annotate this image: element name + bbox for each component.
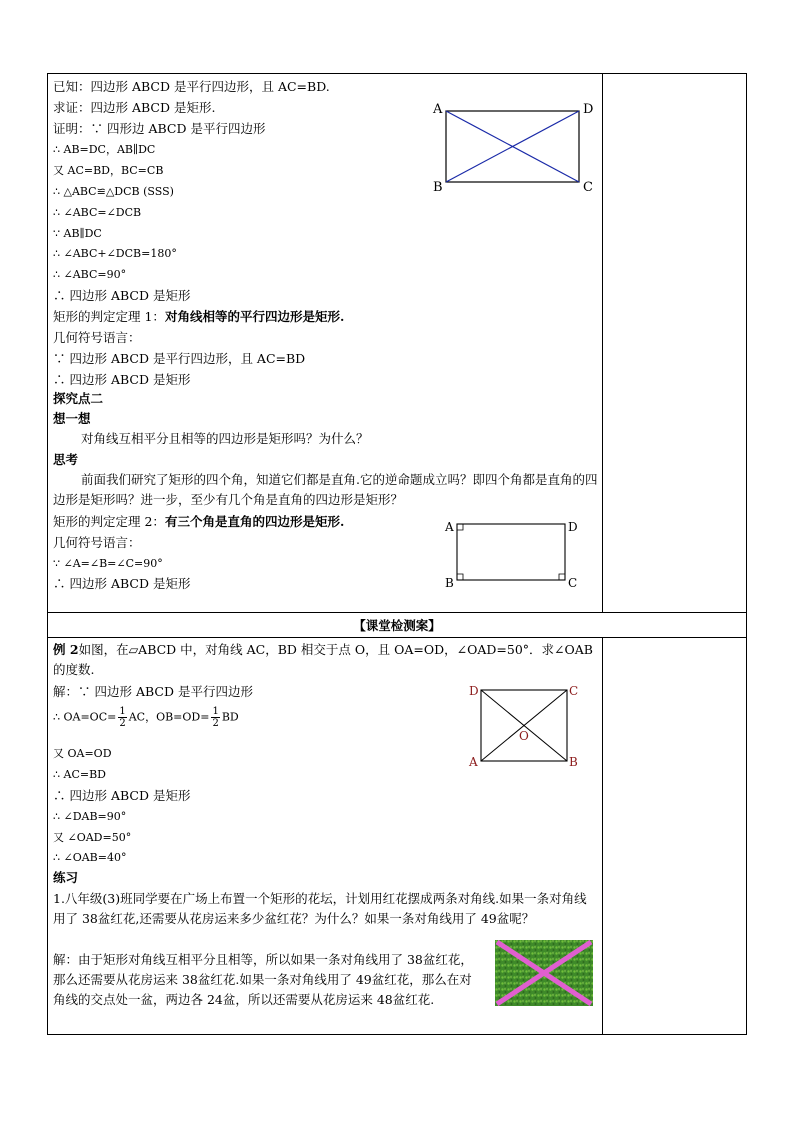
text-line: 又 ∠OAD=50° bbox=[53, 831, 132, 844]
text-line: ∴ ∠DAB=90° bbox=[53, 810, 127, 823]
text-line: 又 AC=BD，BC=CB bbox=[53, 164, 164, 177]
vertex-label-a: A bbox=[433, 102, 443, 117]
vertex-label-d: D bbox=[583, 102, 594, 117]
equation-part: AC，OB=OD= bbox=[128, 710, 210, 724]
vertex-label-c: C bbox=[583, 180, 593, 193]
section-heading: 想一想 bbox=[53, 411, 91, 426]
equation-part: BD bbox=[221, 710, 239, 724]
text-line: ∵ AB∥DC bbox=[53, 227, 102, 240]
center-label-o: O bbox=[519, 729, 529, 743]
theorem-1-label: 矩形的判定定理 1： bbox=[53, 309, 165, 324]
text-line: ∵ ∠A=∠B=∠C=90° bbox=[53, 557, 163, 570]
section-heading: 思考 bbox=[53, 452, 79, 467]
text-line: ∴ AC=BD bbox=[53, 768, 106, 781]
text-line: ∴ 四边形 ABCD 是矩形 bbox=[53, 372, 191, 387]
question-text: 对角线互相平分且相等的四边形是矩形吗？为什么？ bbox=[81, 431, 369, 446]
rectangle-right-angles-figure bbox=[444, 514, 584, 590]
worksheet-table bbox=[47, 73, 747, 1035]
vertex-label-b: B bbox=[445, 576, 454, 590]
equation-line bbox=[53, 706, 239, 729]
fraction-numerator: 1 bbox=[119, 706, 126, 717]
vertex-label-b: B bbox=[433, 180, 443, 193]
example-2 bbox=[53, 640, 598, 680]
vertex-label-d: D bbox=[568, 520, 578, 534]
vertex-label-a: A bbox=[445, 520, 454, 534]
equation-part: ∴ OA=OC= bbox=[53, 710, 117, 724]
theorem-1-statement: 对角线相等的平行四边形是矩形. bbox=[164, 309, 345, 324]
text-line: 求证：四边形 ABCD 是矩形. bbox=[53, 100, 216, 115]
section-heading: 探究点二 bbox=[53, 391, 104, 406]
text-line: ∴ ∠ABC=90° bbox=[53, 268, 127, 281]
fraction-numerator: 1 bbox=[212, 706, 219, 717]
example-text: 如图，在▱ABCD 中，对角线 AC，BD 相交于点 O，且 OA=OD，∠OAD=50°．求∠OAB 的度数. bbox=[53, 642, 593, 677]
text-line: ∴ ∠ABC+∠DCB=180° bbox=[53, 247, 177, 260]
text-line: ∴ ∠ABC=∠DCB bbox=[53, 206, 142, 219]
rectangle-diagonals-figure bbox=[432, 101, 602, 193]
section-heading: 练习 bbox=[53, 870, 79, 885]
theorem-2-label: 矩形的判定定理 2： bbox=[53, 514, 165, 529]
column-divider bbox=[602, 73, 603, 612]
text-line: ∴ 四边形 ABCD 是矩形 bbox=[53, 576, 191, 591]
flower-bed-image bbox=[495, 940, 593, 1006]
vertex-label-a: A bbox=[469, 755, 478, 769]
fraction-denominator: 2 bbox=[212, 718, 219, 729]
vertex-label-c: C bbox=[569, 684, 579, 698]
text-line: ∴ ∠OAB=40° bbox=[53, 851, 127, 864]
row-divider bbox=[47, 637, 747, 638]
text-line: ∵ 四边形 ABCD 是平行四边形，且 AC=BD bbox=[53, 351, 306, 366]
column-divider bbox=[602, 637, 603, 1035]
section-header: 【课堂检测案】 bbox=[353, 618, 441, 633]
text-line: 解：∵ 四边形 ABCD 是平行四边形 bbox=[53, 684, 253, 699]
exercise-question: 1.八年级(3)班同学要在广场上布置一个矩形的花坛，计划用红花摆成两条对角线.如果一条对角线用了 38盆红花,还需要从花房运来多少盆红花？为什么？如果一条对角线用了 49盆呢？ bbox=[53, 891, 587, 926]
vertex-label-b: B bbox=[569, 755, 578, 769]
text-line: 又 OA=OD bbox=[53, 747, 112, 760]
vertex-label-d: D bbox=[469, 684, 479, 698]
row-divider bbox=[47, 612, 747, 613]
paragraph: 前面我们研究了矩形的四个角，知道它们都是直角.它的逆命题成立吗？即四个角都是直角的四边形是矩形吗？进一步，至少有几个角是直角的四边形是矩形？ bbox=[53, 472, 598, 507]
theorem-1 bbox=[53, 308, 344, 326]
vertex-label-c: C bbox=[568, 576, 578, 590]
text-line: 已知：四边形 ABCD 是平行四边形，且 AC=BD. bbox=[53, 79, 330, 94]
rectangle-center-o-figure bbox=[465, 679, 585, 771]
theorem-2 bbox=[53, 513, 344, 531]
fraction-denominator: 2 bbox=[119, 718, 126, 729]
fraction-half bbox=[211, 706, 219, 729]
text-line: 几何符号语言： bbox=[53, 330, 141, 345]
text-line: ∴ △ABC≌△DCB (SSS) bbox=[53, 185, 174, 198]
text-line: ∴ 四边形 ABCD 是矩形 bbox=[53, 288, 191, 303]
text-line: 证明：∵ 四形边 ABCD 是平行四边形 bbox=[53, 121, 266, 136]
text-line: 几何符号语言： bbox=[53, 535, 141, 550]
theorem-2-statement: 有三个角是直角的四边形是矩形. bbox=[164, 514, 345, 529]
text-line: ∴ AB=DC，AB∥DC bbox=[53, 143, 156, 156]
fraction-half bbox=[118, 706, 126, 729]
exercise-answer: 解：由于矩形对角线互相平分且相等，所以如果一条对角线用了 38盆红花，那么还需要从花房运来 38盆红花.如果一条对角线用了 49盆红花，那么在对角线的交点处一盆，两边各 24盆，所以还需要从花房运来 48盆红花. bbox=[53, 952, 473, 1007]
text-line: ∴ 四边形 ABCD 是矩形 bbox=[53, 788, 191, 803]
example-label: 例 2 bbox=[53, 642, 79, 657]
